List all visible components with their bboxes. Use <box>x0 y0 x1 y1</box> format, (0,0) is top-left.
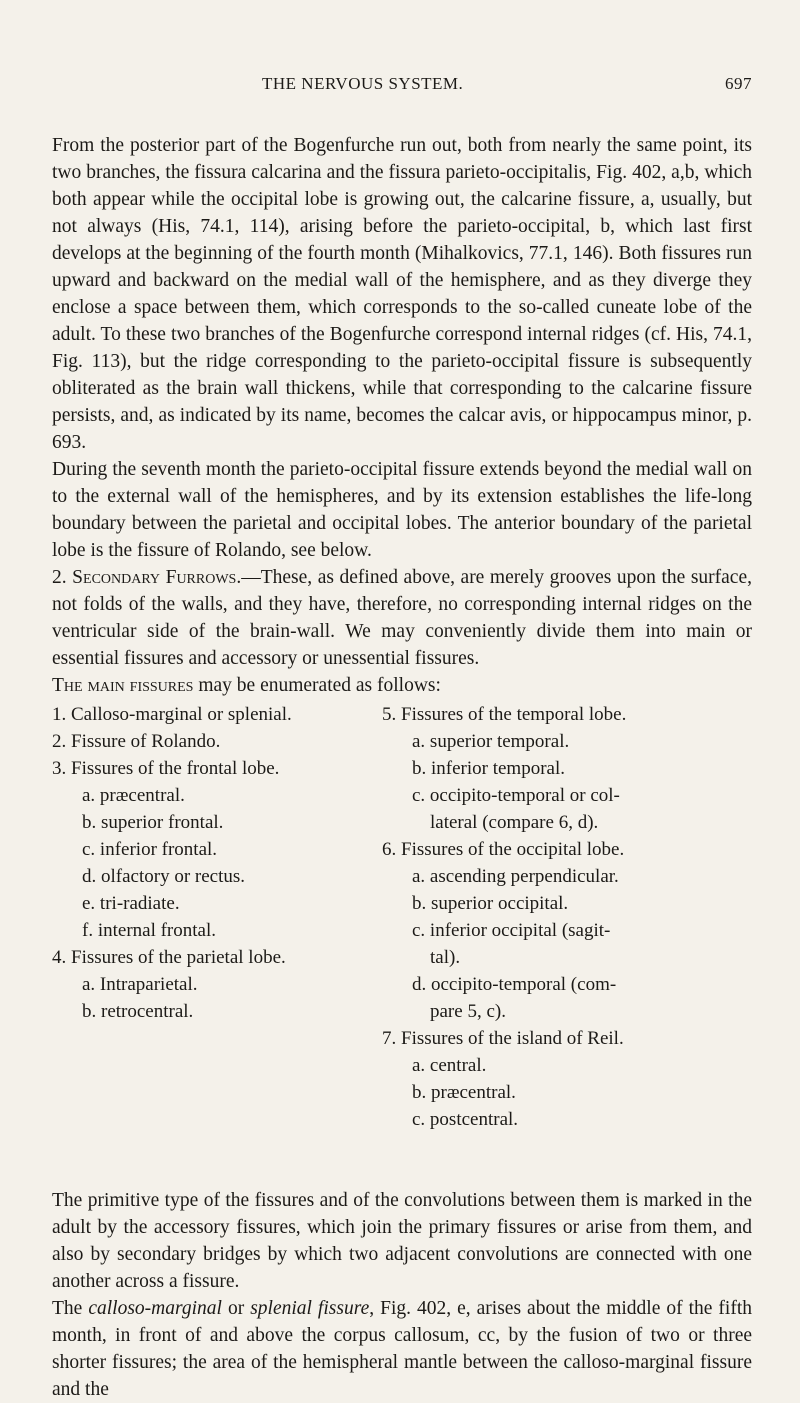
list-subitem: a. Intraparietal. <box>82 974 198 995</box>
list-subitem: b. retrocentral. <box>82 1001 194 1022</box>
fissure-list-right <box>382 701 752 1133</box>
list-subitem: b. superior occipital. <box>412 893 569 914</box>
term-calloso-marginal: calloso-marginal <box>88 1298 222 1319</box>
term-splenial-fissure: splenial fissure <box>250 1298 370 1319</box>
running-title: THE NERVOUS SYSTEM. <box>262 74 464 93</box>
list-subitem: b. superior frontal. <box>82 812 224 833</box>
paragraph-primitive-type: The primitive type of the fissures and of the convolutions between them is marked in the adult by the accessory fissures, which join the primary fissures or arise from them, and also by secondary bridges by which two adjacent convolutions are connected with one another across a fissure. <box>52 1190 752 1292</box>
page-number: 697 <box>725 74 752 93</box>
list-subitem-continued: pare 5, c). <box>430 1001 506 1022</box>
paragraph-seventh-month: During the seventh month the parieto-occipital fissure extends beyond the medial wall on to the external wall of the hemispheres, and by its extension establishes the life-long boundary between the parietal and occipital lobes. The anterior boundary of the parietal lobe is the fissure of Rolando, see below. <box>52 459 752 561</box>
list-item: 7. Fissures of the island of Reil. <box>382 1028 624 1049</box>
list-subitem: f. internal frontal. <box>82 920 217 941</box>
list-subitem: b. inferior temporal. <box>412 758 566 779</box>
fissure-lists <box>52 701 752 1187</box>
section-heading: 2. Secondary Furrows. <box>52 567 242 588</box>
paragraph-main-fissures: The main fissures may be enumerated as follows: <box>52 675 441 696</box>
paragraph-secondary-furrows: 2. Secondary Furrows.—These, as defined above, are merely grooves upon the surface, not folds of the walls, and they have, therefore, no corresponding internal ridges on the ventricular side of the brain-wall. We may conveniently divide them into main or essential fissures and accessory or unessential fissures. <box>52 567 752 669</box>
list-subitem: c. inferior frontal. <box>82 839 218 860</box>
list-subitem: e. tri-radiate. <box>82 893 180 914</box>
list-subitem: a. superior temporal. <box>412 731 570 752</box>
list-subitem: d. olfactory or rectus. <box>82 866 246 887</box>
list-subitem: c. occipito-temporal or col- <box>412 785 620 806</box>
list-subitem: a. præcentral. <box>82 785 185 806</box>
list-item: 1. Calloso-marginal or splenial. <box>52 704 292 725</box>
list-subitem: c. postcentral. <box>412 1109 519 1130</box>
list-subitem-continued: tal). <box>430 947 461 968</box>
list-subitem: c. inferior occipital (sagit- <box>412 920 611 941</box>
list-item: 5. Fissures of the temporal lobe. <box>382 704 627 725</box>
paragraph-calloso-marginal: The calloso-marginal or splenial fissure, Fig. 402, e, arises about the middle of the fifth month, in front of and above the corpus callosum, cc, by the fusion of two or three shorter fissures; the area of the hemispheral mantle between the calloso-marginal fissure and the <box>52 1298 752 1400</box>
list-item: 2. Fissure of Rolando. <box>52 731 221 752</box>
list-item: 6. Fissures of the occipital lobe. <box>382 839 625 860</box>
list-item: 4. Fissures of the parietal lobe. <box>52 947 286 968</box>
list-subitem-continued: lateral (compare 6, d). <box>430 812 599 833</box>
list-subitem: d. occipito-temporal (com- <box>412 974 617 995</box>
list-item: 3. Fissures of the frontal lobe. <box>52 758 280 779</box>
list-subitem: a. ascending perpendicular. <box>412 866 619 887</box>
fissure-list-left <box>52 701 382 1025</box>
paragraph-calcarine: From the posterior part of the Bogenfurche run out, both from nearly the same point, its two branches, the fissura calcarina and the fissura parieto-occipitalis, Fig. 402, a,b, which both appear while the occipital lobe is growing out, the calcarine fissure, a, usually, but not always (His, 74.1, 114), arising before the parieto-occipital, b, which last first develops at the beginning of the fourth month (Mihalkovics, 77.1, 146). Both fissures run upward and backward on the medial wall of the hemisphere, and as they diverge they enclose a space between them, which corresponds to the so-called cuneate lobe of the adult. To these two branches of the Bogenfurche correspond internal ridges (cf. His, 74.1, Fig. 113), but the ridge corresponding to the parieto-occipital fissure is subsequently obliterated as the brain wall thickens, while that corresponding to the calcarine fissure persists, and, as indicated by its name, becomes the calcar avis, or hippocampus minor, p. 693. <box>52 135 752 453</box>
body-text <box>52 132 752 1403</box>
main-fissures-label: The main fissures <box>52 675 194 696</box>
running-header <box>52 74 752 104</box>
list-subitem: a. central. <box>412 1055 487 1076</box>
list-subitem: b. præcentral. <box>412 1082 516 1103</box>
